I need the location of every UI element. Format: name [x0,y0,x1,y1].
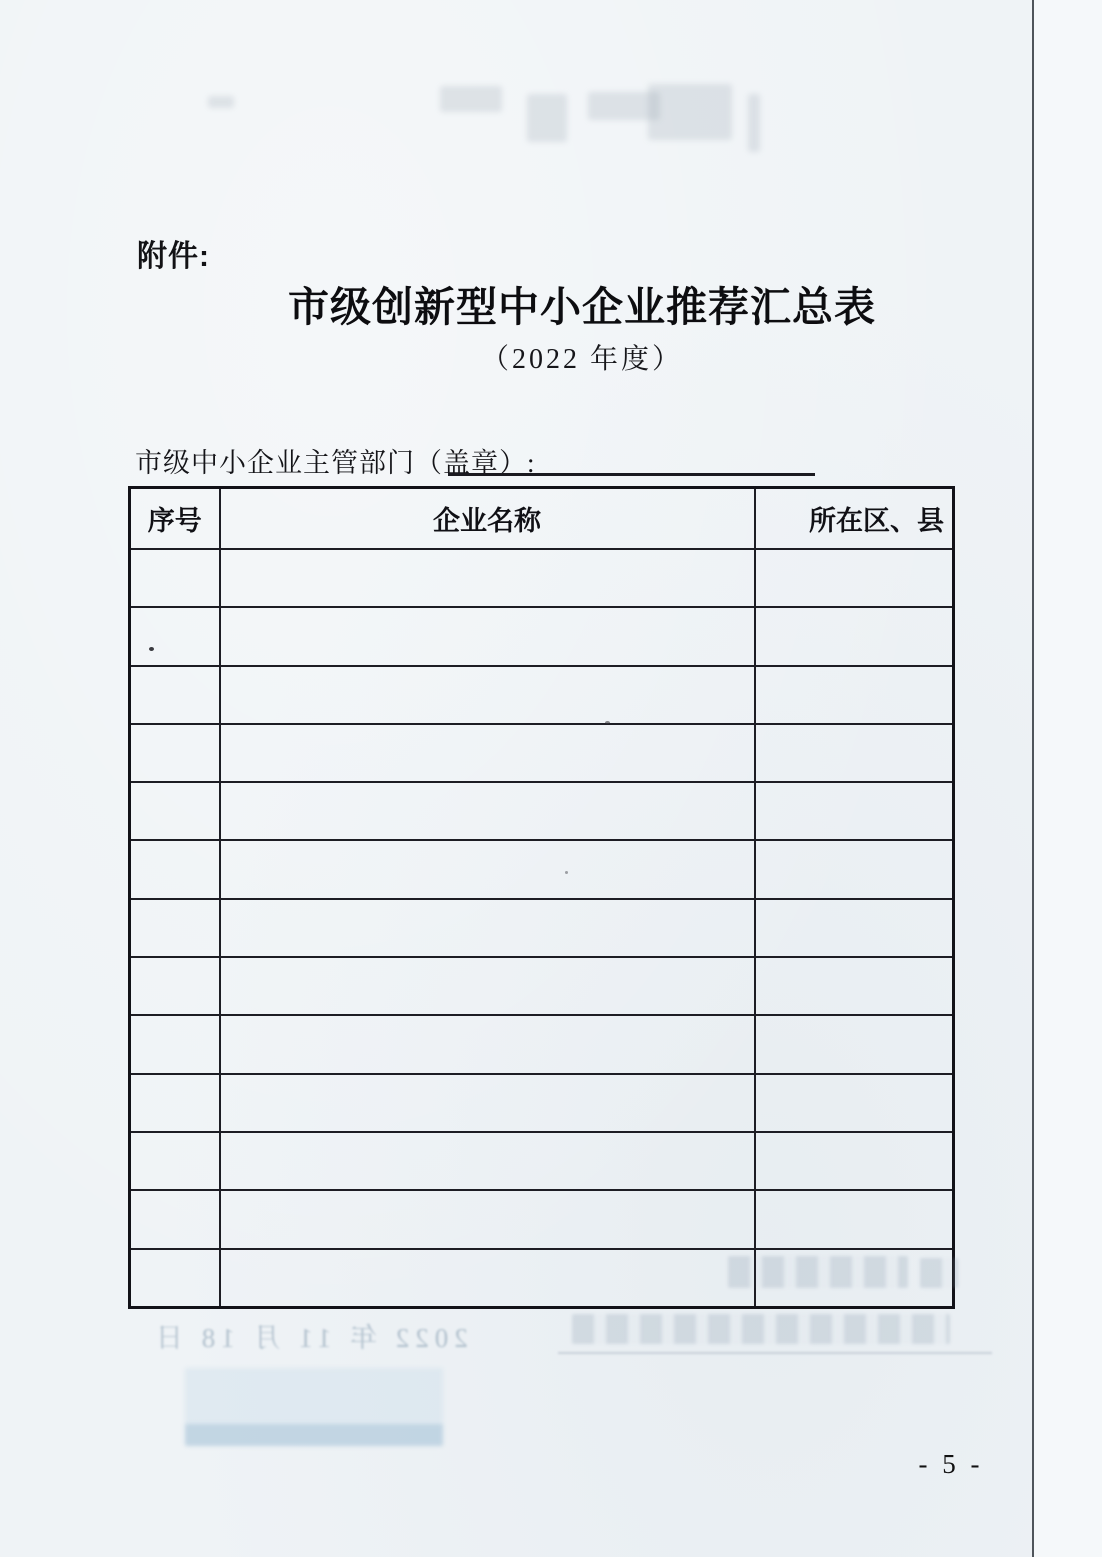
table-cell-name [220,1249,755,1308]
table-cell-index [130,724,220,782]
table-cell-name [220,957,755,1015]
bleedthrough-smudge [440,86,502,112]
attachment-label: 附件: [137,240,210,273]
table-cell-district [755,1015,954,1073]
column-header-district: 所在区、县 [755,488,954,550]
bleedthrough-header-block [185,1368,443,1446]
table-cell-name [220,782,755,840]
table-cell-index [130,957,220,1015]
table-row [130,1190,954,1248]
table-cell-district [755,899,954,957]
document-title: 市级创新型中小企业推荐汇总表 [288,284,876,330]
bleedthrough-rule-line [558,1352,992,1354]
table-cell-district [755,840,954,898]
scan-speck [565,871,568,874]
table-row [130,1249,954,1308]
table-cell-index [130,1132,220,1190]
table-cell-name [220,607,755,665]
table-header-row [130,488,954,550]
scan-margin-strip [1034,0,1102,1557]
table-cell-index [130,1074,220,1132]
bleedthrough-smudge [527,94,567,142]
table-cell-name [220,1074,755,1132]
table-cell-index [130,782,220,840]
document-subtitle: （2022 年度） [480,344,683,375]
table-cell-district [755,724,954,782]
table-cell-district [755,1249,954,1308]
table-row [130,899,954,957]
table-cell-name [220,899,755,957]
table-row [130,1015,954,1073]
table-cell-index [130,1015,220,1073]
table-cell-index [130,666,220,724]
table-body [130,549,954,1307]
bleedthrough-text-block [572,1314,950,1344]
table-cell-name [220,549,755,607]
summary-table [128,486,955,1309]
scan-edge-line [1032,0,1034,1557]
bleedthrough-smudge [588,92,660,120]
table-cell-name [220,724,755,782]
table-row [130,840,954,898]
table-cell-name [220,1190,755,1248]
table-cell-district [755,607,954,665]
table-row [130,666,954,724]
table-row [130,1132,954,1190]
table-cell-index [130,607,220,665]
table-cell-district [755,1132,954,1190]
bleedthrough-smudge [648,84,732,140]
table-cell-district [755,1074,954,1132]
page-number: - 5 - [918,1449,984,1479]
table-cell-name [220,1015,755,1073]
bleedthrough-smudge [748,94,760,152]
table-cell-name [220,1132,755,1190]
table-row [130,724,954,782]
table-row [130,1074,954,1132]
table-cell-index [130,840,220,898]
table-cell-district [755,957,954,1015]
table-cell-district [755,666,954,724]
table-row [130,549,954,607]
table-cell-district [755,1190,954,1248]
department-seal-label: 市级中小企业主管部门（盖章）: [135,448,536,478]
column-header-name: 企业名称 [220,488,755,550]
table-cell-district [755,782,954,840]
scan-speck [605,721,610,724]
table-cell-index [130,549,220,607]
bleedthrough-smudge [208,96,234,108]
table-row [130,782,954,840]
table-cell-name [220,840,755,898]
table-cell-district [755,549,954,607]
table-cell-name [220,666,755,724]
table-row [130,957,954,1015]
column-header-index: 序号 [130,488,220,550]
table-cell-index [130,1190,220,1248]
bleedthrough-print-date: 2022 年 11 月 18 日 [150,1323,468,1353]
table-cell-index [130,899,220,957]
seal-fill-in-line [448,446,815,476]
table-row [130,607,954,665]
table-cell-index [130,1249,220,1308]
scan-speck [149,647,154,651]
